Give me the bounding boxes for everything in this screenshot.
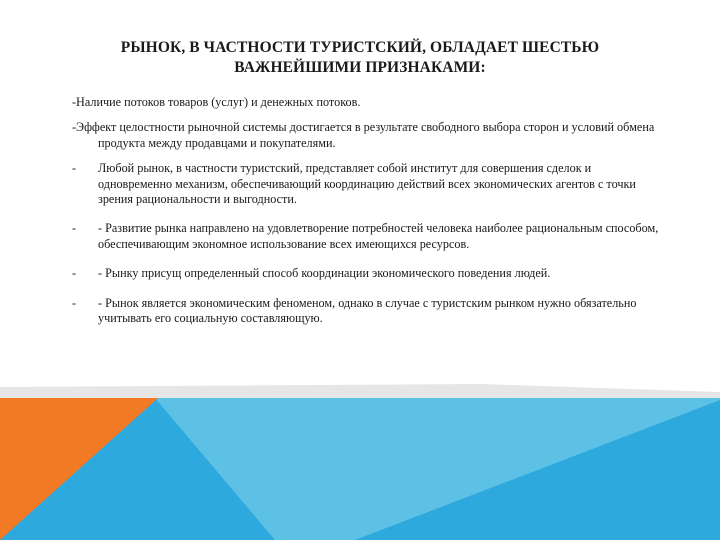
list-item <box>72 266 662 281</box>
list-item <box>72 296 662 327</box>
bullet-text: - Рынок является экономическим феноменом, однако в случае с туристским рынком нужно обязательно учитывать его социальную составляющую. <box>98 295 637 326</box>
bullet-mark: - <box>72 295 77 310</box>
paragraph-integrity: -Эффект целостности рыночной системы достигается в результате свободного выбора сторон и условий обмена продукта между продавцами и покупателями. <box>72 120 655 150</box>
list-item <box>72 221 662 252</box>
list-item <box>72 161 662 207</box>
bullet-text: - Развитие рынка направлено на удовлетворение потребностей человека наиболее рациональным способом, обеспечивающим экономное использование всех имеющихся ресурсов. <box>98 221 659 251</box>
title-line-2: ВАЖНЕЙШИМИ ПРИЗНАКАМИ: <box>234 59 486 76</box>
bullet-mark: - <box>72 221 77 236</box>
gray-band-shape <box>0 384 720 400</box>
slide-content <box>72 95 662 340</box>
bullet-mark: - <box>72 161 77 176</box>
title-line-1: РЫНОК, В ЧАСТНОСТИ ТУРИСТСКИЙ, ОБЛАДАЕТ ШЕСТЬЮ <box>120 39 600 56</box>
paragraph-flows: -Наличие потоков товаров (услуг) и денежных потоков. <box>72 95 361 109</box>
bullet-text: - Рынку присущ определенный способ координации экономического поведения людей. <box>98 266 551 281</box>
slide-title <box>60 38 660 78</box>
bullet-text: Любой рынок, в частности туристский, представляет собой институт для совершения сделок и одновременно механизм, обеспечивающий координацию действий всех экономических агентов с точки зрения рациональности и выгодности. <box>98 161 636 207</box>
bullet-mark: - <box>72 266 77 281</box>
